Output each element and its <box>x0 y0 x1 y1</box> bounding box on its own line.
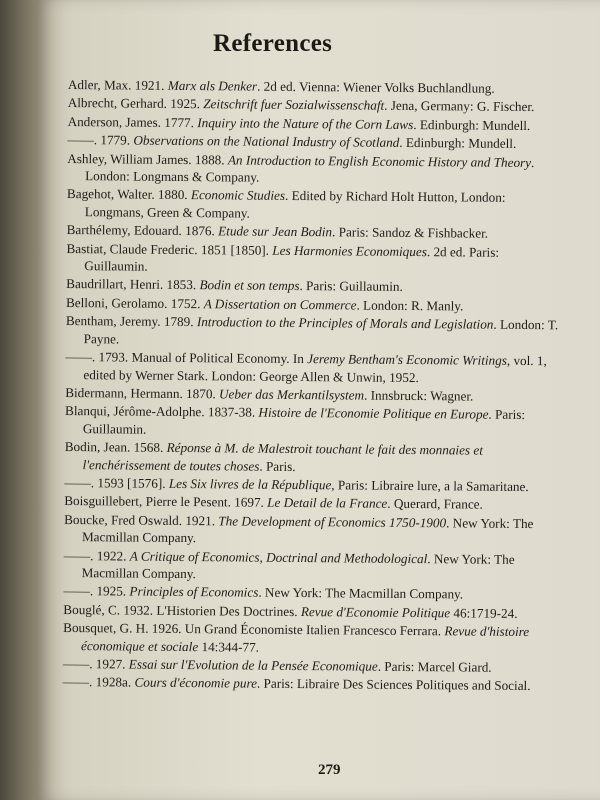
reference-author-year: ——. 1593 [1576]. <box>64 474 169 491</box>
reference-entry <box>66 240 561 279</box>
reference-author-year: Bouglé, C. 1932. L'Historien Des Doctrines. <box>63 601 301 619</box>
reference-title: Principles of Economics <box>129 583 259 601</box>
reference-author-year: Boisguillebert, Pierre le Pesent. 1697. <box>64 493 268 511</box>
reference-author-year: Ashley, William James. 1888. <box>67 150 228 168</box>
reference-author-year: Anderson, James. 1777. <box>67 113 198 130</box>
reference-title: Inquiry into the Nature of the Corn Laws <box>197 114 414 132</box>
reference-author-year: Baudrillart, Henri. 1853. <box>66 276 200 293</box>
reference-title: Observations on the National Industry of Scotland <box>133 132 400 151</box>
reference-entry <box>64 547 559 586</box>
reference-publication: . New York: The Macmillan Company. <box>81 515 534 546</box>
reference-publication: . London: T. Payne. <box>83 317 559 347</box>
reference-author-year: Bodin, Jean. 1568. <box>64 439 167 455</box>
reference-publication: . New York: The Macmillan Company. <box>258 585 464 602</box>
reference-entry <box>65 402 560 441</box>
reference-title: Jeremy Bentham's Economic Writings <box>307 351 507 368</box>
reference-title: Ueber das Merkantilsystem <box>218 386 365 403</box>
reference-publication: . Paris: Guillaumin. <box>82 406 526 437</box>
reference-author-year: Bastiat, Claude Frederic. 1851 [1850]. <box>66 240 273 258</box>
reference-title: Les Six livres de la République <box>168 475 332 493</box>
reference-publication: . Jena, Germany: G. Fischer. <box>384 98 535 115</box>
reference-title: Revue d'histoire économique et sociale <box>80 623 530 654</box>
reference-publication: . New York: The Macmillan Company. <box>81 550 515 582</box>
reference-author-year: Boucke, Fred Oswald. 1921. <box>64 511 219 529</box>
reference-author-year: Bentham, Jeremy. 1789. <box>65 313 197 330</box>
reference-publication: . Edited by Richard Holt Hutton, London: Longmans, Green & Company. <box>84 188 506 221</box>
reference-author-year: ——. 1925. <box>63 583 130 599</box>
reference-author-year: Bousquet, G. H. 1926. Un Grand Économiste Italien Francesco Ferrara. <box>63 620 445 639</box>
reference-title: Marx als Denker <box>167 77 258 94</box>
reference-publication: . Paris: Libraire Des Sciences Politiques and Social. <box>256 676 531 694</box>
reference-title: Le Detail de la France <box>267 495 388 512</box>
reference-publication: . London: R. Manly. <box>356 297 464 314</box>
reference-author-year: Adler, Max. 1921. <box>67 76 168 93</box>
reference-author-year: Belloni, Gerolamo. 1752. <box>65 294 204 312</box>
reference-title: An Introduction to English Economic History and Theory <box>227 152 532 170</box>
reference-publication: . London: Longmans & Company. <box>85 154 535 185</box>
reference-title: Introduction to the Principles of Morals and Legislation <box>196 314 494 333</box>
reference-title: Bodin et son temps <box>199 277 300 294</box>
reference-author-year: ——. 1793. Manual of Political Economy. In <box>65 349 308 367</box>
reference-author-year: ——. 1927. <box>62 655 129 672</box>
reference-publication: . Paris: Sandoz & Fishbacker. <box>331 224 489 241</box>
reference-publication: . Paris: Guillaumin. <box>299 278 403 295</box>
reference-publication: 14:344-77. <box>198 638 260 655</box>
reference-publication: , Paris: Libraire lure, a la Samaritane. <box>331 477 529 494</box>
book-gutter <box>0 0 40 800</box>
reference-publication: 46:1719-24. <box>450 605 518 621</box>
reference-title: Revue d'Economie Politique <box>300 603 451 621</box>
reference-title: Réponse à M. de Malestroit touchant le fait des monnaies et l'enchérissement de toutes choses <box>82 439 483 474</box>
reference-title: Les Harmonies Economiques <box>272 242 427 259</box>
reference-entry <box>64 511 559 550</box>
page-title: References <box>213 30 333 57</box>
reference-publication: , vol. 1, edited by Werner Stark. London: George Allen & Unwin, 1952. <box>83 352 547 385</box>
reference-author-year: ——. 1779. <box>67 132 134 148</box>
book-page <box>38 0 600 800</box>
page-number: 279 <box>318 762 341 778</box>
reference-author-year: ——. 1922. <box>63 547 130 564</box>
reference-title: Economic Studies <box>190 187 286 204</box>
reference-title: Cours d'économie pure <box>134 675 258 692</box>
reference-publication: . 2d ed. Paris: Guillaumin. <box>84 243 500 274</box>
reference-publication: . Querard, France. <box>387 496 483 512</box>
reference-entry <box>63 673 558 695</box>
reference-title: Zeitschrift fuer Sozialwissenschaft <box>203 96 385 114</box>
reference-title: The Development of Economics 1750-1900 <box>218 513 447 531</box>
reference-publication: . 2d ed. Vienna: Wiener Volks Buchlandlung. <box>257 78 495 96</box>
reference-entry <box>63 619 558 658</box>
reference-title: A Dissertation on Commerce <box>203 296 357 313</box>
reference-author-year: Barthélemy, Edouard. 1876. <box>66 222 219 239</box>
reference-author-year: Blanqui, Jérôme-Adolphe. 1837-38. <box>65 403 259 420</box>
reference-author-year: Albrecht, Gerhard. 1925. <box>67 95 204 112</box>
reference-entry <box>65 348 560 387</box>
reference-publication: . Paris. <box>259 458 296 474</box>
reference-title: Histoire de l'Economie Politique en Europe <box>258 404 489 422</box>
reference-publication: . Edinburgh: Mundell. <box>413 116 531 133</box>
reference-publication: . Edinburgh: Mundell. <box>399 135 517 152</box>
reference-title: Etude sur Jean Bodin <box>218 223 333 240</box>
reference-title: A Critique of Economics, Doctrinal and Methodological <box>129 548 428 566</box>
reference-author-year: Bidermann, Hermann. 1870. <box>65 384 220 402</box>
references-list <box>63 76 563 696</box>
reference-entry <box>65 438 560 477</box>
reference-publication: . Paris: Marcel Giard. <box>377 658 492 675</box>
reference-author-year: Bagehot, Walter. 1880. <box>66 186 191 203</box>
reference-author-year: ——. 1928a. <box>62 674 135 691</box>
reference-entry <box>67 185 562 224</box>
reference-entry <box>67 150 562 189</box>
reference-title: Essai sur l'Evolution de la Pensée Economique <box>128 656 378 674</box>
reference-entry <box>66 312 561 351</box>
reference-publication: . Innsbruck: Wagner. <box>364 387 474 404</box>
